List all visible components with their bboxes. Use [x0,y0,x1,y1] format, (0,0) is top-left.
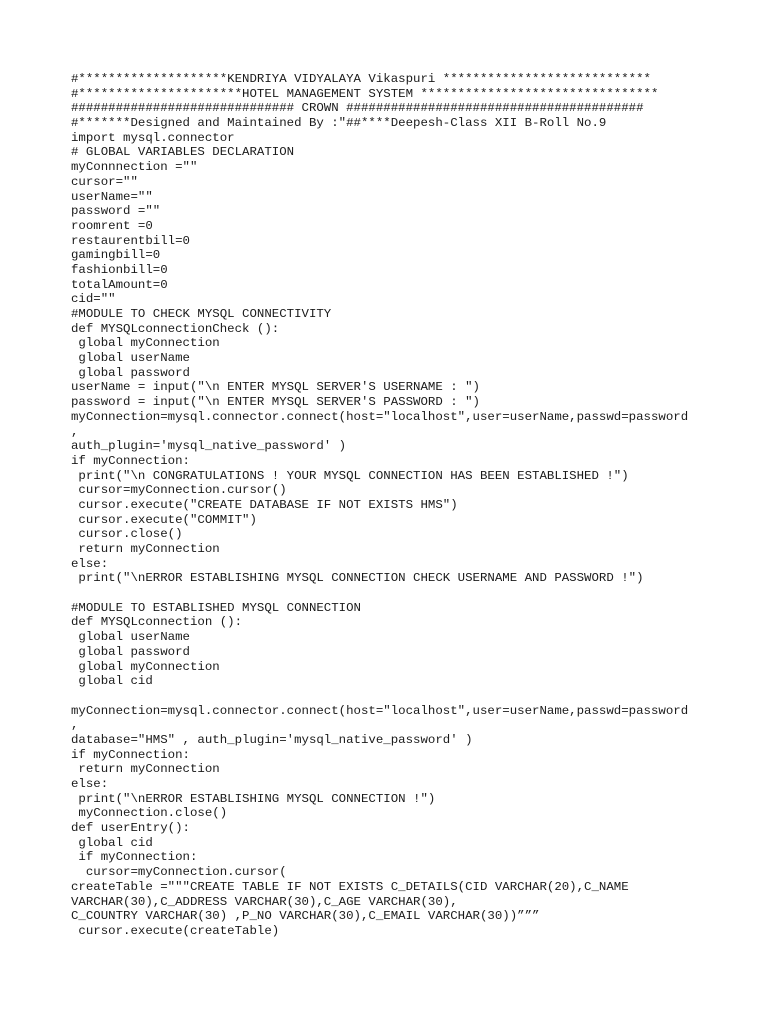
code-line: global userName [71,351,190,366]
code-line: print("\nERROR ESTABLISHING MYSQL CONNECTION !") [71,791,436,806]
code-line: print("\n CONGRATULATIONS ! YOUR MYSQL CONNECTION HAS BEEN ESTABLISHED !") [71,468,629,483]
code-line: global password [71,644,190,659]
code-line: cursor.execute("CREATE DATABASE IF NOT EXISTS HMS") [71,497,458,512]
code-line: auth_plugin='mysql_native_password' ) [71,439,347,454]
code-line: # GLOBAL VARIABLES DECLARATION [71,145,295,160]
code-line: cursor.close() [71,527,183,542]
code-line: restaurentbill=0 [71,233,190,248]
code-line: #*******Designed and Maintained By :"##****Deepesh-Class XII B-Roll No.9 [71,116,607,131]
code-line: global cid [71,674,153,689]
code-line: if myConnection: [71,747,190,762]
code-line: else: [71,777,109,791]
code-line: userName="" [71,189,153,204]
code-line: createTable ="""CREATE TABLE IF NOT EXISTS C_DETAILS(CID VARCHAR(20),C_NAME [71,879,629,894]
code-line: if myConnection: [71,453,190,468]
code-line: cursor=myConnection.cursor( [71,865,287,880]
code-line: #********************KENDRIYA VIDYALAYA Vikaspuri **************************** [71,72,651,86]
code-listing [71,72,711,939]
code-line: global password [71,365,190,380]
code-line: cid="" [71,292,116,307]
code-line: VARCHAR(30),C_ADDRESS VARCHAR(30),C_AGE VARCHAR(30), [71,894,458,909]
code-line: userName = input("\n ENTER MYSQL SERVER'S USERNAME : ") [71,380,480,395]
code-line: else: [71,556,109,571]
code-line: , [71,424,79,439]
code-line: password = input("\n ENTER MYSQL SERVER'S PASSWORD : ") [71,395,480,410]
code-line: cursor.execute(createTable) [71,923,280,938]
code-line: #MODULE TO CHECK MYSQL CONNECTIVITY [71,307,332,321]
code-line: myConnection=mysql.connector.connect(host="localhost",user=userName,passwd=password [71,409,689,424]
code-line: def MYSQLconnectionCheck (): [71,321,280,336]
code-line: cursor.execute("COMMIT") [71,512,257,527]
code-line: def MYSQLconnection (): [71,615,243,630]
code-line: #**********************HOTEL MANAGEMENT SYSTEM ******************************** [71,86,659,101]
code-line: return myConnection [71,542,220,556]
code-line: import mysql.connector [71,130,235,145]
code-line [71,586,711,601]
code-line: , [71,718,79,733]
code-line: myConnection.close() [71,806,228,821]
code-line [71,689,711,704]
code-line: global myConnection [71,659,220,674]
code-line: return myConnection [71,762,220,777]
code-line: fashionbill=0 [71,262,168,277]
code-line: totalAmount=0 [71,277,168,292]
code-line: cursor=myConnection.cursor() [71,483,287,498]
code-line: global cid [71,835,153,850]
code-line: myConnnection ="" [71,160,198,175]
code-line: global userName [71,630,190,645]
code-line: print("\nERROR ESTABLISHING MYSQL CONNECTION CHECK USERNAME AND PASSWORD !") [71,571,644,586]
code-line: roomrent =0 [71,218,153,233]
code-line: def userEntry(): [71,821,190,836]
code-line: myConnection=mysql.connector.connect(host="localhost",user=userName,passwd=password [71,703,689,718]
code-line: database="HMS" , auth_plugin='mysql_native_password' ) [71,732,473,747]
code-line: #MODULE TO ESTABLISHED MYSQL CONNECTION [71,600,361,615]
code-line: if myConnection: [71,850,198,865]
code-line: C_COUNTRY VARCHAR(30) ,P_NO VARCHAR(30),C_EMAIL VARCHAR(30))””” [71,909,540,924]
code-line: global myConnection [71,336,220,351]
code-line: cursor="" [71,174,138,189]
code-line: ############################## CROWN ######################################## [71,101,644,116]
code-line: gamingbill=0 [71,248,161,263]
code-line: password ="" [71,204,161,219]
